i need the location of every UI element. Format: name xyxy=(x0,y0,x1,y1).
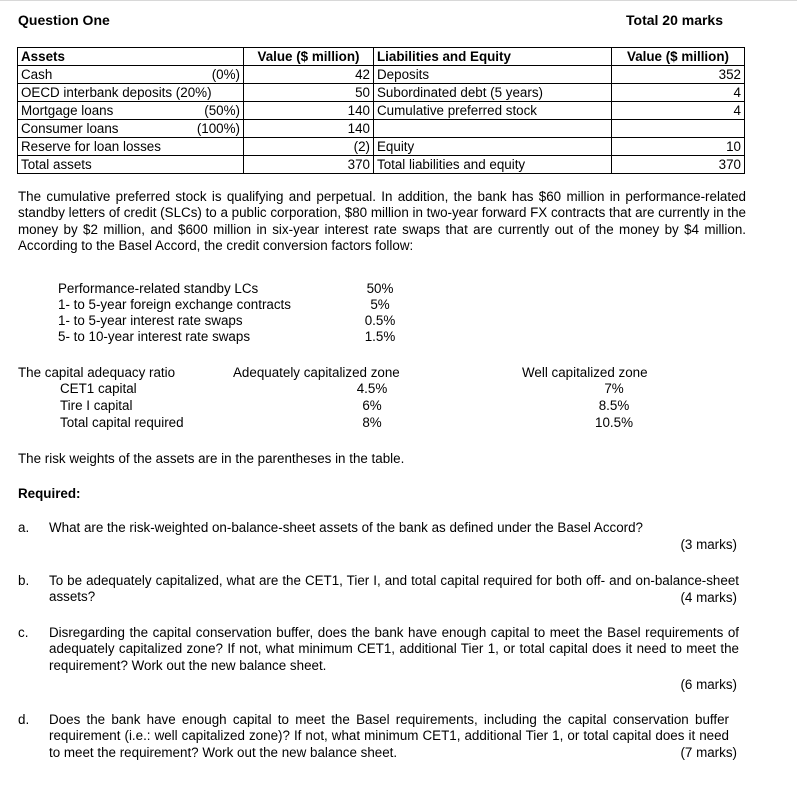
asset-name: Reserve for loan losses xyxy=(21,139,161,154)
question-letter: d. xyxy=(18,712,30,727)
table-row xyxy=(18,138,745,156)
question-text: To be adequately capitalized, what are the CET1, Tier I, and total capital required for both off- and on-balance-sheet assets? xyxy=(49,573,739,605)
liability-name: Subordinated debt (5 years) xyxy=(374,84,612,102)
well-value: 8.5% xyxy=(598,398,630,413)
asset-name: OECD interbank deposits (20%) xyxy=(21,85,212,100)
liability-value: 4 xyxy=(612,102,745,120)
capital-title: The capital adequacy ratio xyxy=(18,365,176,380)
asset-name: Mortgage loans xyxy=(21,103,114,118)
top-divider xyxy=(0,0,797,1)
liability-name: Deposits xyxy=(374,66,612,84)
risk-weight: (50%) xyxy=(204,103,240,118)
risk-weight-note: The risk weights of the assets are in the parentheses in the table. xyxy=(18,451,405,466)
ccf-label: Performance-related standby LCs xyxy=(58,281,259,296)
col-liability-value: Value ($ million) xyxy=(612,48,745,66)
ccf-value: 0.5% xyxy=(364,313,396,328)
ccf-value: 50% xyxy=(366,281,394,296)
balance-sheet-table xyxy=(17,47,745,174)
asset-value: 370 xyxy=(244,156,374,174)
question-title: Question One xyxy=(18,12,110,28)
question-marks: (6 marks) xyxy=(680,677,737,692)
liability-value: 10 xyxy=(612,138,745,156)
table-row xyxy=(18,66,745,84)
question-text: What are the risk-weighted on-balance-sheet assets of the bank as defined under the Basel Accord? xyxy=(49,520,644,535)
liability-value xyxy=(612,120,745,138)
ccf-label: 5- to 10-year interest rate swaps xyxy=(58,329,251,344)
capital-row-label: Tire I capital xyxy=(60,398,133,413)
question-marks: (3 marks) xyxy=(680,537,737,552)
asset-value: 140 xyxy=(244,120,374,138)
asset-value: (2) xyxy=(244,138,374,156)
liability-value: 352 xyxy=(612,66,745,84)
col-asset-value: Value ($ million) xyxy=(244,48,374,66)
well-value: 10.5% xyxy=(595,415,633,430)
asset-name: Consumer loans xyxy=(21,121,119,136)
question-letter: c. xyxy=(18,625,29,640)
required-label: Required: xyxy=(18,486,81,501)
asset-value: 140 xyxy=(244,102,374,120)
risk-weight: (0%) xyxy=(211,67,240,82)
table-row xyxy=(18,120,745,138)
col-liabilities: Liabilities and Equity xyxy=(374,48,612,66)
ccf-value: 5% xyxy=(370,297,390,312)
total-marks: Total 20 marks xyxy=(626,12,724,28)
question-letter: a. xyxy=(18,520,30,535)
ccf-label: 1- to 5-year interest rate swaps xyxy=(58,313,243,328)
col-assets: Assets xyxy=(18,48,244,66)
table-row xyxy=(18,102,745,120)
question-text: Does the bank have enough capital to meet the Basel requirements, including the capital conservation buffer requirement (i.e.: well capitalized zone)? If not, what minimum CET1, additional Tier 1, or total capital does it need to meet the requirement? Work out the new balance sheet. xyxy=(49,712,729,760)
asset-value: 50 xyxy=(244,84,374,102)
well-value: 7% xyxy=(604,381,624,396)
ccf-label: 1- to 5-year foreign exchange contracts xyxy=(58,297,291,312)
liability-value: 370 xyxy=(612,156,745,174)
ccf-value: 1.5% xyxy=(364,329,396,344)
risk-weight: (100%) xyxy=(196,121,240,136)
liability-name: Total liabilities and equity xyxy=(374,156,612,174)
adequate-header: Adequately capitalized zone xyxy=(233,365,400,380)
capital-row-label: Total capital required xyxy=(60,415,184,430)
capital-row-label: CET1 capital xyxy=(60,381,137,396)
table-row xyxy=(18,156,745,174)
question-letter: b. xyxy=(18,573,30,588)
liability-name: Cumulative preferred stock xyxy=(374,102,612,120)
question-text: Disregarding the capital conservation buffer, does the bank have enough capital to meet the Basel requirements of adequately capitalized zone? If not, what minimum CET1, additional Tier 1, or total capital does it need to meet the requirement? Work out the new balance sheet. xyxy=(49,625,739,673)
adequate-value: 6% xyxy=(362,398,382,413)
table-row xyxy=(18,84,745,102)
liability-value: 4 xyxy=(612,84,745,102)
liability-name xyxy=(374,120,612,138)
intro-paragraph: The cumulative preferred stock is qualifying and perpetual. In addition, the bank has $60 million in performance-related standby letters of credit (SLCs) to a public corporation, $80 million in two-year forward FX contracts that are currently in the money by $2 million, and $600 million in six-year interest rate swaps that are currently out of the money by $4 million. According to the Basel Accord, the credit conversion factors follow: xyxy=(18,189,746,253)
asset-name: Cash xyxy=(21,67,53,82)
well-header: Well capitalized zone xyxy=(522,365,648,380)
adequate-value: 8% xyxy=(362,415,382,430)
table-header-row xyxy=(18,48,745,66)
question-marks: (4 marks) xyxy=(680,590,737,605)
liability-name: Equity xyxy=(374,138,612,156)
adequate-value: 4.5% xyxy=(356,381,388,396)
asset-value: 42 xyxy=(244,66,374,84)
asset-name: Total assets xyxy=(21,157,92,172)
question-marks: (7 marks) xyxy=(680,745,737,760)
